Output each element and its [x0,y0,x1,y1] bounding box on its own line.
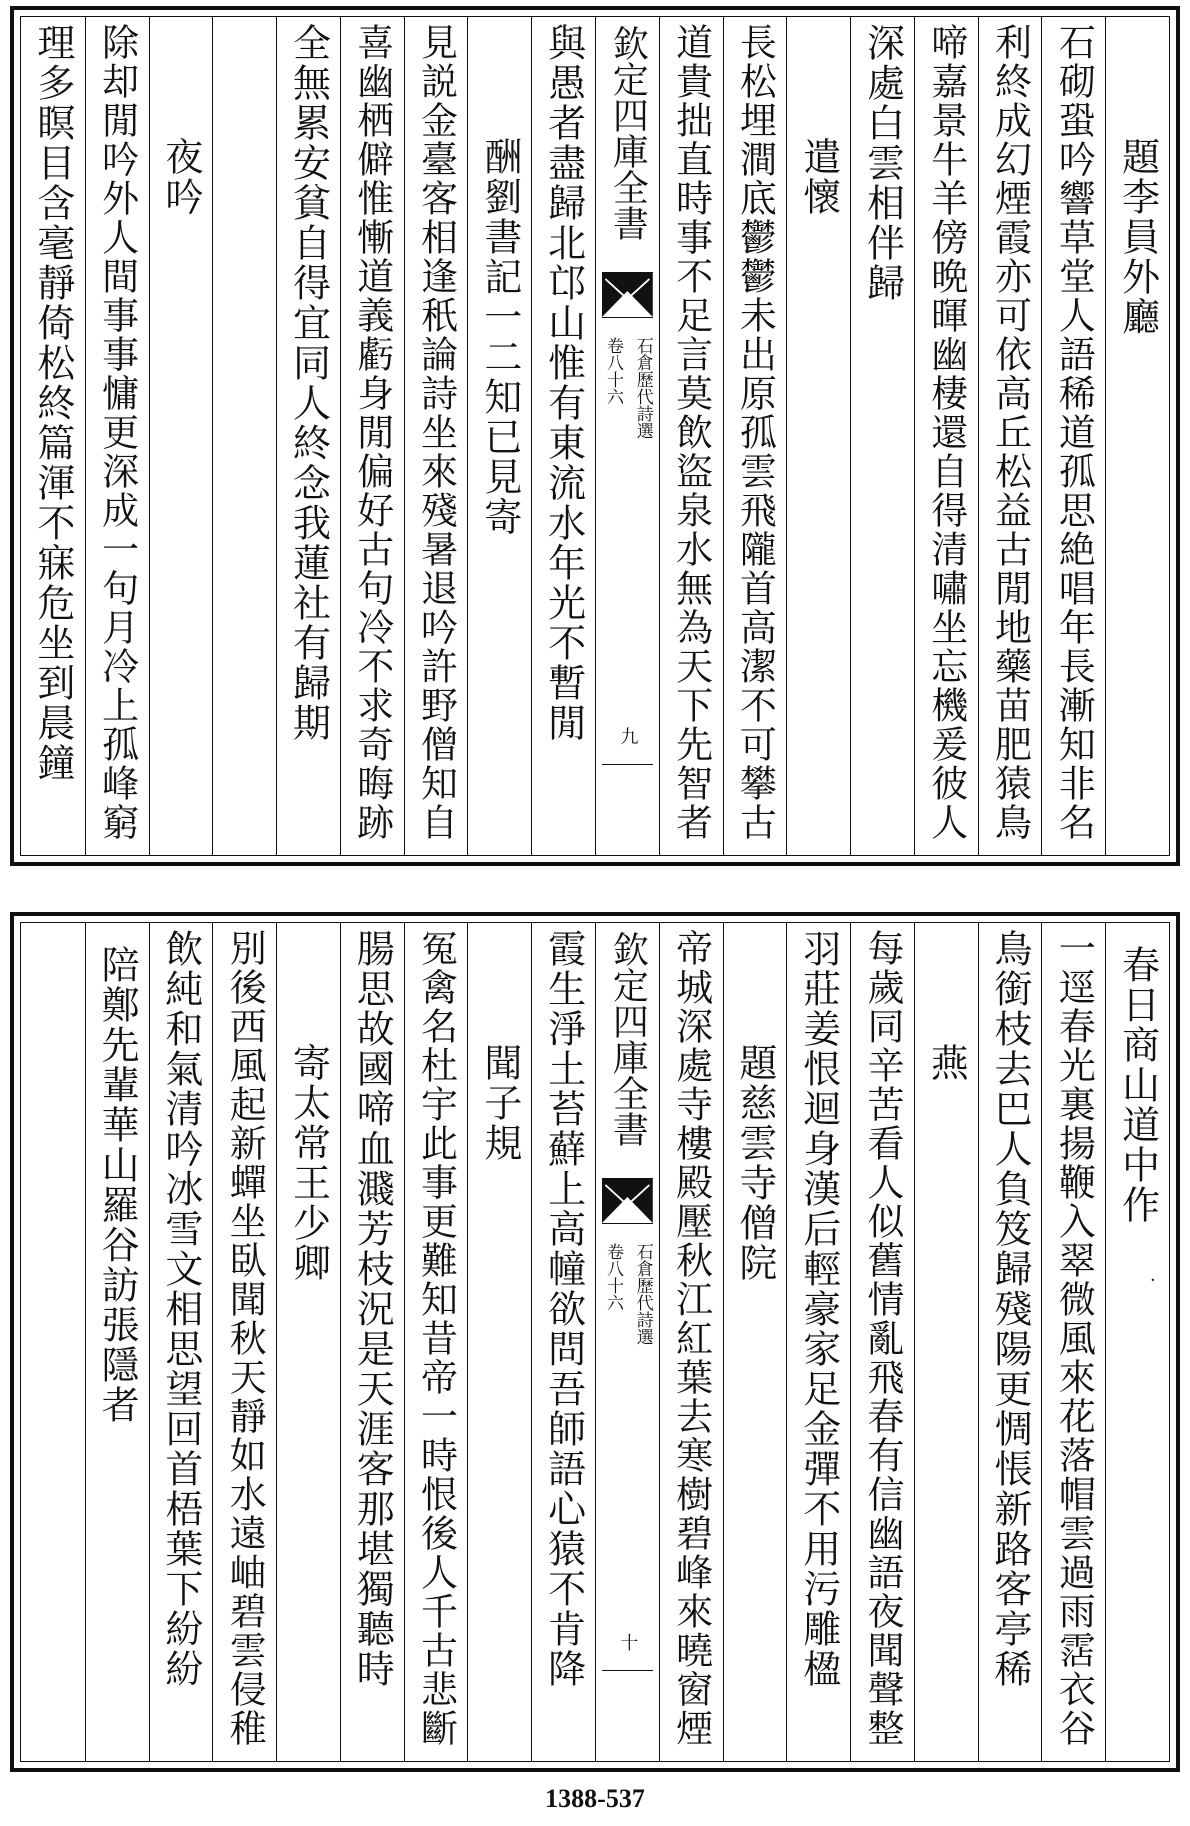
text-column [212,17,276,855]
verse-line: 啼嘉景牛羊傍晩暉幽棲還自得清嘯坐忘機爰彼人 [924,23,968,842]
verse-line: 喜幽栖僻惟慚道義虧身閒偏好古句冷不求奇晦跡 [350,23,394,842]
text-column [531,923,595,1761]
poem-title: 聞子規 [477,1043,522,1163]
poem-title: 酬劉書記一二知已見寄 [477,137,522,537]
text-column [659,17,723,855]
verse-line: 除却閒吟外人間事事慵更深成一句月冷上孤峰窮 [95,23,139,842]
poem-title: 遣懷 [796,137,841,217]
text-column [1041,17,1105,855]
poem-title: 題慈雲寺僧院 [732,1043,777,1283]
collection-title: 石倉歷代詩選 [632,337,653,439]
verse-line: 帝城深處寺樓殿壓秋江紅葉去寒樹碧峰來曉窗煙 [669,929,713,1748]
poem-title: 寄太常王少卿 [286,1043,331,1283]
text-column [85,17,149,855]
text-column [340,17,404,855]
verse-line: 霞生淨土苔蘚上高幢欲問吾師語心猿不肯降 [541,929,586,1689]
verse-line: 每歲同辛苦看人似舊情亂飛春有信幽語夜聞聲整 [860,929,904,1748]
book-title: 欽定四庫全書 [607,25,649,241]
center-gutter-column [595,923,659,1761]
text-column [786,923,850,1761]
upper-page-frame [20,16,1170,856]
gutter-rule [602,764,653,765]
text-column [914,17,978,855]
poem-title-column [723,923,787,1761]
lower-page-frame [20,922,1170,1762]
verse-line: 別後西風起新蟬坐臥聞秋天靜如水遠岫碧雲侵稚 [223,929,267,1748]
verse-line: 腸思故國啼血濺芳枝況是天涯客那堪獨聽時 [350,929,395,1689]
text-column [404,17,468,855]
verse-line: 見説金臺客相逢秖論詩坐來殘暑退吟許野僧知自 [414,23,458,842]
poem-title-column [467,923,531,1761]
verse-line: 道貴拙直時事不足言莫飲盜泉水無為天下先智者 [669,23,713,842]
folio-number: 十 [617,1633,639,1651]
volume-number: 卷八十六 [603,337,623,405]
poem-title-column [786,17,850,855]
text-column [340,923,404,1761]
poem-title: 春日商山道中作 [1115,945,1160,1225]
verse-line: 羽莊姜恨迴身漢后輕豪家足金彈不用污雕楹 [796,929,841,1689]
verse-line: 全無累安貧自得宜同人終念我蓮社有歸期 [286,23,331,743]
verse-line: 石砌蛩吟響草堂人語稀道孤思絶唱年長漸知非名 [1052,23,1096,842]
poem-title: 夜吟 [158,137,203,217]
text-column [21,17,85,855]
poem-title-column [1105,923,1169,1761]
poem-title-column [85,923,149,1761]
ink-speck: · [1150,1270,1156,1291]
poem-title: 題李員外廳 [1115,137,1160,337]
verse-line: 利終成幻煙霞亦可依高丘松益古閒地藥苗肥猿鳥 [988,23,1032,842]
text-column [21,923,85,1761]
text-column [1041,923,1105,1761]
lower-page [10,912,1180,1772]
poem-title: 燕 [924,1043,969,1083]
verse-line: 深處白雲相伴歸 [860,23,905,303]
poem-title-column [1105,17,1169,855]
center-gutter-column [595,17,659,855]
text-column [276,17,340,855]
text-column [723,17,787,855]
verse-line: 一逕春光裏揚鞭入翠微風來花落帽雲過雨霑衣谷 [1052,929,1096,1748]
poem-title-column [276,923,340,1761]
poem-title-column [914,923,978,1761]
text-column [978,923,1042,1761]
text-column [404,923,468,1761]
page-footer-number: 1388-537 [545,1784,645,1813]
text-column [212,923,276,1761]
upper-page [10,6,1180,866]
text-column [850,17,914,855]
volume-number: 卷八十六 [603,1243,623,1311]
text-column [978,17,1042,855]
text-column [531,17,595,855]
text-column [659,923,723,1761]
poem-title-column [149,17,213,855]
fish-tail-ornament [602,1178,653,1224]
verse-line: 理多瞑目含毫靜倚松終篇渾不寐危坐到晨鐘 [30,23,75,783]
gutter-rule [602,1670,653,1671]
verse-line: 飲純和氣清吟冰雪文相思望回首梧葉下紛紛 [158,929,203,1689]
text-column [850,923,914,1761]
verse-line: 冤禽名杜宇此事更難知昔帝一時恨後人千古悲斷 [414,929,458,1748]
verse-line: 長松埋澗底鬱鬱未出原孤雲飛隴首高潔不可攀古 [733,23,777,842]
verse-line: 鳥銜枝去巴人負笈歸殘陽更惆悵新路客亭稀 [988,929,1033,1689]
collection-title: 石倉歷代詩選 [632,1243,653,1345]
book-title: 欽定四庫全書 [607,931,649,1147]
text-column [149,923,213,1761]
folio-number: 九 [617,727,639,745]
poem-title: 陪鄭先輩華山羅谷訪張隱者 [95,945,140,1425]
verse-line: 與愚者盡歸北邙山惟有東流水年光不暫閒 [541,23,586,743]
fish-tail-ornament [602,272,653,318]
poem-title-column [467,17,531,855]
